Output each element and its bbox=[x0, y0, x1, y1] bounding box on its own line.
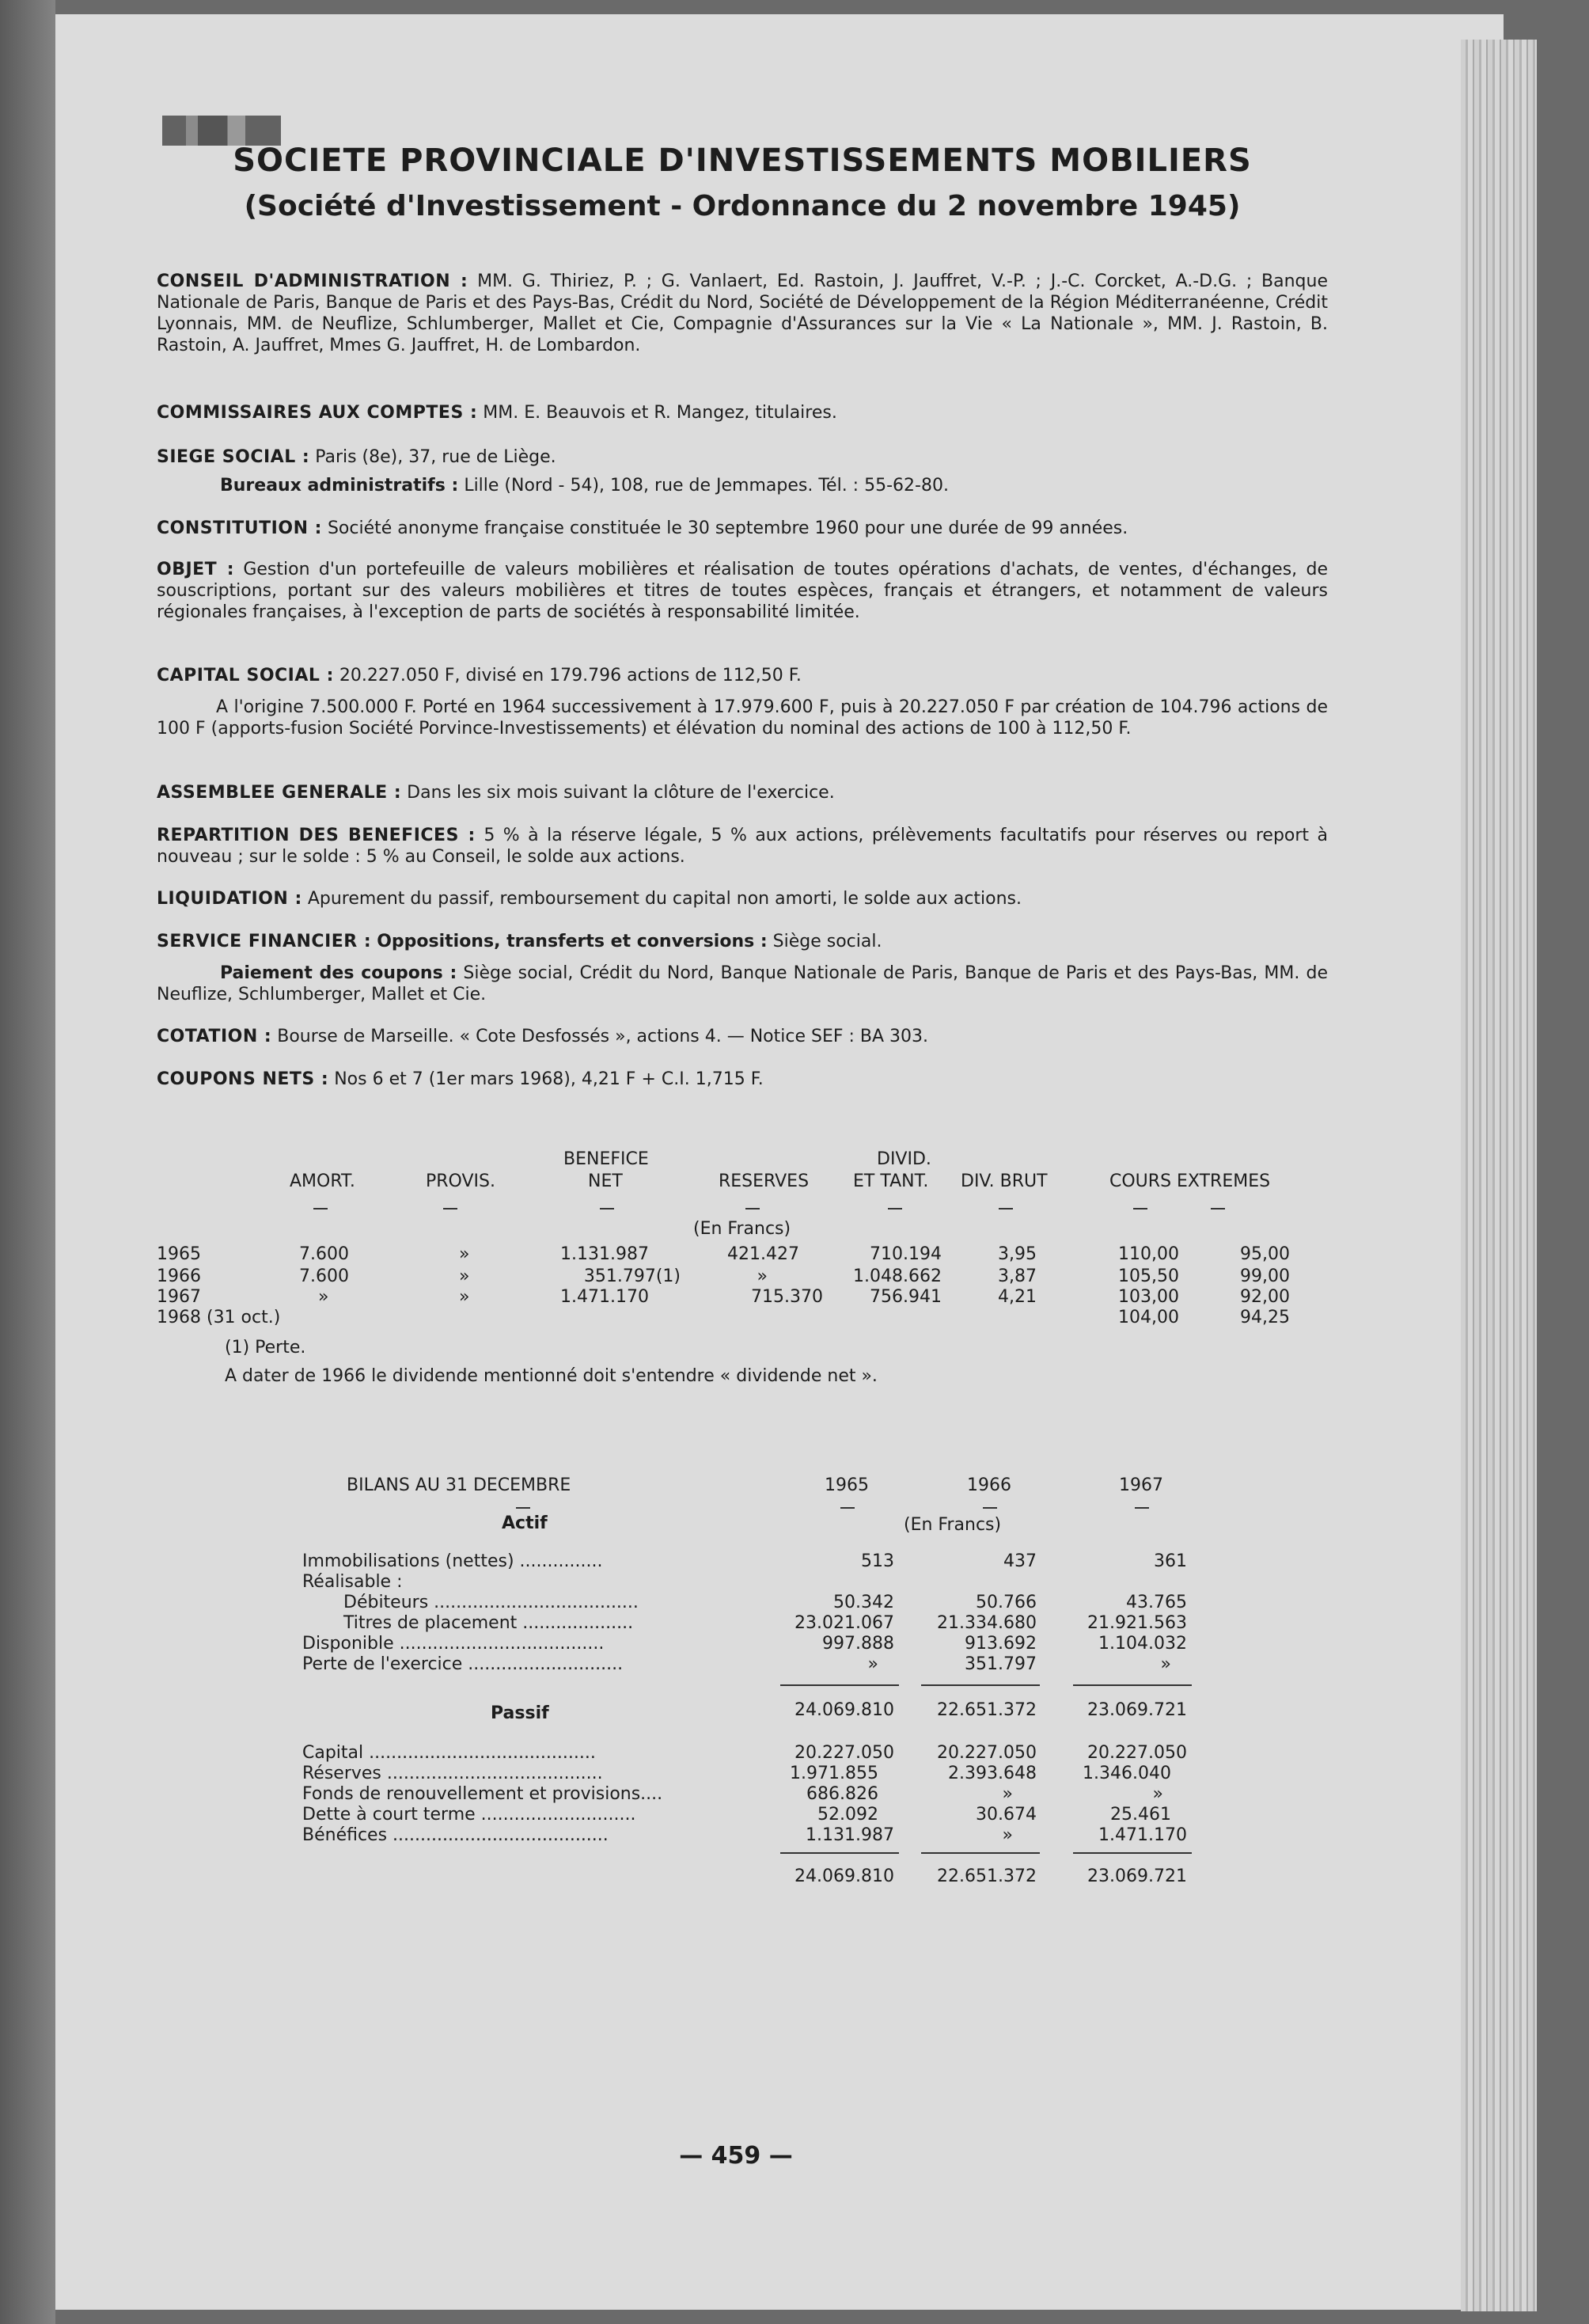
passif-value: » bbox=[1002, 1784, 1013, 1804]
actif-label-row: Perte de l'exercice ............................ bbox=[302, 1654, 624, 1674]
col-rule bbox=[1135, 1507, 1149, 1509]
cell-brut: 4,21 bbox=[998, 1287, 1037, 1307]
actif-total: 24.069.810 bbox=[794, 1700, 894, 1720]
passif-value: 20.227.050 bbox=[794, 1743, 894, 1763]
passif-value: 1.346.040 bbox=[1083, 1764, 1171, 1783]
passif-value: 1.131.987 bbox=[806, 1825, 894, 1845]
actif-label-row: Titres de placement .................... bbox=[343, 1613, 634, 1633]
actif-value: 351.797 bbox=[965, 1654, 1037, 1674]
commissaires-label: COMMISSAIRES AUX COMPTES : bbox=[157, 403, 478, 423]
total-rule bbox=[921, 1684, 1040, 1686]
cell-cours-low: 95,00 bbox=[1240, 1244, 1290, 1264]
actif-value: 913.692 bbox=[965, 1634, 1037, 1654]
section-liquidation bbox=[157, 888, 1328, 909]
bilans-title: BILANS AU 31 DECEMBRE bbox=[347, 1475, 571, 1495]
total-rule bbox=[921, 1852, 1040, 1854]
cell-net: 1.471.170 bbox=[560, 1287, 649, 1307]
cell-cours-high: 110,00 bbox=[1118, 1244, 1179, 1264]
conseil-text: MM. G. Thiriez, P. ; G. Vanlaert, Ed. Rastoin, J. Jauffret, V.-P. ; J.-C. Corcket, A.-D.G. ; Banque Nationale de Paris, Banque de Paris et des Pays-Bas, Crédit du Nord, Société de Développement de la Région Méditerranéenne, Crédit Lyonnais, MM. de Neuflize, Schlumberger, Mallet et Cie, Compagnie d'Assurances sur la Vie « La Nationale », MM. J. Rastoin, B. Rastoin, A. Jauffret, Mmes G. Jauffret, H. de Lombardon. bbox=[157, 272, 1328, 355]
table1-note2: A dater de 1966 le dividende mentionné doit s'entendre « dividende net ». bbox=[225, 1366, 878, 1386]
section-cotation bbox=[157, 1026, 1328, 1047]
th-reserves: RESERVES bbox=[719, 1171, 810, 1191]
cell-brut: 3,95 bbox=[998, 1244, 1037, 1264]
section-conseil bbox=[157, 271, 1328, 356]
cell-net: 1.131.987 bbox=[560, 1244, 649, 1264]
th-amort: AMORT. bbox=[290, 1171, 355, 1191]
cell-net: 351.797(1) bbox=[583, 1266, 681, 1286]
actif-value: 21.921.563 bbox=[1087, 1613, 1187, 1633]
assemblee-label: ASSEMBLEE GENERALE : bbox=[157, 783, 402, 803]
total-rule bbox=[1073, 1684, 1192, 1686]
total-rule bbox=[780, 1684, 899, 1686]
passif-value: » bbox=[1002, 1825, 1013, 1845]
passif-total: 24.069.810 bbox=[794, 1866, 894, 1886]
col-rule bbox=[1211, 1208, 1225, 1209]
cell-divid: 1.048.662 bbox=[853, 1266, 942, 1286]
cotation-text: Bourse de Marseille. « Cote Desfossés », actions 4. — Notice SEF : BA 303. bbox=[277, 1027, 929, 1046]
total-rule bbox=[1073, 1852, 1192, 1854]
passif-value: 2.393.648 bbox=[948, 1764, 1037, 1783]
cell-reserves: 421.427 bbox=[727, 1244, 799, 1264]
col-rule bbox=[999, 1208, 1013, 1209]
cell-amort: » bbox=[318, 1287, 329, 1307]
passif-label-row: Dette à court terme ............................ bbox=[302, 1805, 636, 1825]
passif-value: 686.826 bbox=[806, 1784, 878, 1804]
bilans-year: 1967 bbox=[1119, 1475, 1163, 1495]
th-net: NET bbox=[588, 1171, 623, 1191]
actif-value: 50.342 bbox=[833, 1593, 894, 1612]
col-rule bbox=[745, 1208, 760, 1209]
passif-value: 25.461 bbox=[1110, 1805, 1171, 1825]
paiement-label: Paiement des coupons : bbox=[220, 963, 457, 983]
cell-cours-high: 105,50 bbox=[1118, 1266, 1179, 1286]
th-cours: COURS EXTREMES bbox=[1109, 1171, 1271, 1191]
passif-label-row: Bénéfices ....................................... bbox=[302, 1825, 609, 1845]
th-divid: DIVID. bbox=[877, 1149, 931, 1169]
actif-value: 997.888 bbox=[822, 1634, 894, 1654]
capital-label: CAPITAL SOCIAL : bbox=[157, 666, 334, 685]
bilans-year: 1966 bbox=[967, 1475, 1011, 1495]
cell-reserves: » bbox=[757, 1266, 768, 1286]
cell-reserves: 715.370 bbox=[751, 1287, 823, 1307]
section-siege bbox=[157, 446, 1328, 468]
section-service bbox=[157, 931, 1328, 952]
th-divbrut: DIV. BRUT bbox=[961, 1171, 1048, 1191]
passif-value: » bbox=[1152, 1784, 1163, 1804]
section-commissaires bbox=[157, 402, 1328, 423]
assemblee-text: Dans les six mois suivant la clôture de l'exercice. bbox=[407, 783, 835, 803]
actif-total: 23.069.721 bbox=[1087, 1700, 1187, 1720]
row-year: 1966 bbox=[157, 1266, 201, 1286]
actif-value: 50.766 bbox=[976, 1593, 1037, 1612]
coupons-text: Nos 6 et 7 (1er mars 1968), 4,21 F + C.I. 1,715 F. bbox=[334, 1069, 764, 1089]
col-rule bbox=[600, 1208, 614, 1209]
book-gutter-shadow bbox=[0, 0, 55, 2324]
actif-label-row: Réalisable : bbox=[302, 1572, 403, 1592]
passif-total: 23.069.721 bbox=[1087, 1866, 1187, 1886]
objet-text: Gestion d'un portefeuille de valeurs mobilières et réalisation de toutes opérations d'achats, de ventes, d'échanges, de souscriptions, portant sur des valeurs mobilières et titres de toutes espèces, français et étrangers, et notamment de valeurs régionales françaises, à l'exception de parts de sociétés à responsabilité limitée. bbox=[157, 560, 1329, 622]
cell-provis: » bbox=[459, 1244, 470, 1264]
page-edges bbox=[1461, 40, 1537, 2311]
section-objet bbox=[157, 559, 1328, 623]
passif-value: 20.227.050 bbox=[937, 1743, 1037, 1763]
passif-value: 30.674 bbox=[976, 1805, 1037, 1825]
passif-value: 52.092 bbox=[817, 1805, 878, 1825]
actif-total: 22.651.372 bbox=[937, 1700, 1037, 1720]
table1-unit: (En Francs) bbox=[693, 1219, 791, 1239]
passif-label-row: Capital ......................................... bbox=[302, 1743, 596, 1763]
service-sub: Oppositions, transferts et conversions : bbox=[377, 932, 768, 951]
passif-value: 1.971.855 bbox=[790, 1764, 878, 1783]
cell-provis: » bbox=[459, 1266, 470, 1286]
liquidation-text: Apurement du passif, remboursement du capital non amorti, le solde aux actions. bbox=[307, 889, 1022, 909]
actif-label-row: Débiteurs ..................................... bbox=[343, 1593, 639, 1612]
section-capital bbox=[157, 665, 1328, 686]
actif-label: Actif bbox=[502, 1513, 548, 1533]
objet-label: OBJET : bbox=[157, 560, 234, 579]
actif-value: 43.765 bbox=[1126, 1593, 1187, 1612]
cell-amort: 7.600 bbox=[299, 1266, 349, 1286]
col-rule bbox=[888, 1208, 902, 1209]
cell-cours-low: 99,00 bbox=[1240, 1266, 1290, 1286]
document-page bbox=[55, 14, 1504, 2310]
passif-label-row: Fonds de renouvellement et provisions.... bbox=[302, 1784, 663, 1804]
actif-value: 21.334.680 bbox=[937, 1613, 1037, 1633]
col-rule bbox=[313, 1208, 328, 1209]
document-title: SOCIETE PROVINCIALE D'INVESTISSEMENTS MOBILIERS bbox=[233, 142, 1252, 179]
siege-label: SIEGE SOCIAL : bbox=[157, 447, 310, 467]
cell-amort: 7.600 bbox=[299, 1244, 349, 1264]
capital-history: A l'origine 7.500.000 F. Porté en 1964 successivement à 17.979.600 F, puis à 20.227.050 F par création de 104.796 actions de 100 F (apports-fusion Société Porvince-Investissements) et élévation du nominal des actions de 100 à 112,50 F. bbox=[157, 697, 1328, 739]
cell-cours-low: 92,00 bbox=[1240, 1287, 1290, 1307]
cotation-label: COTATION : bbox=[157, 1027, 272, 1046]
siege-text: Paris (8e), 37, rue de Liège. bbox=[315, 447, 556, 467]
bureaux-text: Lille (Nord - 54), 108, rue de Jemmapes. Tél. : 55-62-80. bbox=[464, 476, 949, 496]
cell-brut: 3,87 bbox=[998, 1266, 1037, 1286]
document-header bbox=[149, 142, 1336, 222]
actif-value: » bbox=[867, 1654, 878, 1674]
section-paiement bbox=[157, 963, 1328, 1005]
th-provis: PROVIS. bbox=[426, 1171, 495, 1191]
liquidation-label: LIQUIDATION : bbox=[157, 889, 302, 909]
th-benefice: BENEFICE bbox=[563, 1149, 649, 1169]
capital-text: 20.227.050 F, divisé en 179.796 actions de 112,50 F. bbox=[339, 666, 802, 685]
col-rule bbox=[983, 1507, 997, 1509]
section-repartition bbox=[157, 825, 1328, 868]
cell-cours-high: 104,00 bbox=[1118, 1308, 1179, 1327]
actif-value: 437 bbox=[1003, 1551, 1037, 1571]
actif-label-row: Immobilisations (nettes) ............... bbox=[302, 1551, 603, 1571]
coupons-label: COUPONS NETS : bbox=[157, 1069, 329, 1089]
section-coupons bbox=[157, 1069, 1328, 1090]
conseil-label: CONSEIL D'ADMINISTRATION : bbox=[157, 272, 468, 291]
service-label: SERVICE FINANCIER : bbox=[157, 932, 372, 951]
cell-cours-high: 103,00 bbox=[1118, 1287, 1179, 1307]
paiement-text: Siège social, Crédit du Nord, Banque Nationale de Paris, Banque de Paris et des Pays-Bas, MM. de Neuflize, Schlumberger, Mallet et Cie. bbox=[157, 963, 1328, 1004]
repartition-text: 5 % à la réserve légale, 5 % aux actions, prélèvements facultatifs pour réserves ou report à nouveau ; sur le solde : 5 % au Conseil, le solde aux actions. bbox=[157, 826, 1328, 867]
constitution-label: CONSTITUTION : bbox=[157, 518, 322, 538]
bilans-unit: (En Francs) bbox=[904, 1515, 1002, 1535]
cell-provis: » bbox=[459, 1287, 470, 1307]
actif-label-row: Disponible ..................................... bbox=[302, 1634, 605, 1654]
passif-value: 20.227.050 bbox=[1087, 1743, 1187, 1763]
section-bureaux bbox=[157, 475, 1328, 496]
col-rule bbox=[443, 1208, 457, 1209]
cell-divid: 710.194 bbox=[870, 1244, 942, 1264]
th-tant: ET TANT. bbox=[853, 1171, 929, 1191]
actif-value: 361 bbox=[1154, 1551, 1187, 1571]
library-stamp bbox=[162, 116, 281, 146]
bureaux-label: Bureaux administratifs : bbox=[220, 476, 459, 496]
col-rule bbox=[516, 1507, 530, 1509]
cell-divid: 756.941 bbox=[870, 1287, 942, 1307]
section-constitution bbox=[157, 518, 1328, 539]
row-year: 1965 bbox=[157, 1244, 201, 1264]
cell-cours-low: 94,25 bbox=[1240, 1308, 1290, 1327]
total-rule bbox=[780, 1852, 899, 1854]
col-rule bbox=[840, 1507, 855, 1509]
bilans-year: 1965 bbox=[825, 1475, 869, 1495]
section-assemblee bbox=[157, 782, 1328, 803]
actif-value: » bbox=[1160, 1654, 1171, 1674]
passif-value: 1.471.170 bbox=[1098, 1825, 1187, 1845]
service-text: Siège social. bbox=[772, 932, 882, 951]
actif-value: 23.021.067 bbox=[794, 1613, 894, 1633]
passif-total: 22.651.372 bbox=[937, 1866, 1037, 1886]
repartition-label: REPARTITION DES BENEFICES : bbox=[157, 826, 476, 845]
passif-label-row: Réserves ....................................... bbox=[302, 1764, 603, 1783]
actif-value: 513 bbox=[861, 1551, 894, 1571]
document-subtitle: (Société d'Investissement - Ordonnance du 2 novembre 1945) bbox=[244, 190, 1241, 222]
row-year: 1968 (31 oct.) bbox=[157, 1308, 281, 1327]
row-year: 1967 bbox=[157, 1287, 201, 1307]
commissaires-text: MM. E. Beauvois et R. Mangez, titulaires. bbox=[483, 403, 837, 423]
actif-value: 1.104.032 bbox=[1098, 1634, 1187, 1654]
col-rule bbox=[1133, 1208, 1147, 1209]
constitution-text: Société anonyme française constituée le 30 septembre 1960 pour une durée de 99 années. bbox=[327, 518, 1128, 538]
passif-label: Passif bbox=[491, 1703, 549, 1723]
page-number: — 459 — bbox=[679, 2142, 793, 2170]
table1-note1: (1) Perte. bbox=[225, 1338, 306, 1358]
